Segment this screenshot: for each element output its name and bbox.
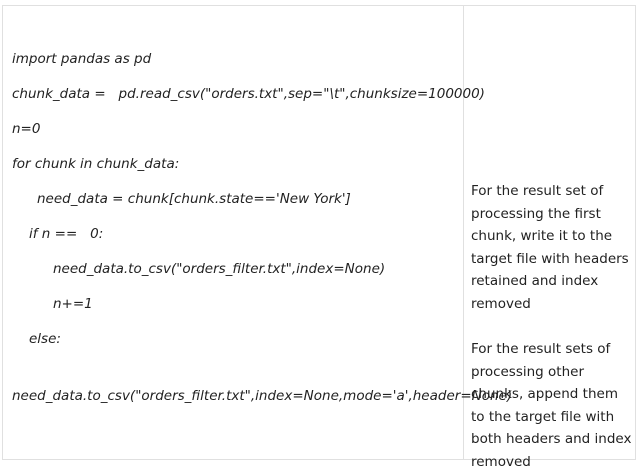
code-line-import: import pandas as pd [12, 51, 152, 67]
note-first-chunk: For the result set of processing the first chunk, write it to the target file with headers retained and index removed [471, 183, 629, 312]
code-line-to-csv-append: need_data.to_csv("orders_filter.txt",index=None,mode='a',header=None) [12, 388, 513, 404]
code-line-for-loop: for chunk in chunk_data: [12, 156, 180, 172]
code-table [2, 5, 636, 470]
code-line-filter: need_data = chunk[chunk.state=='New York'] [37, 191, 351, 207]
code-line-read-csv: chunk_data = pd.read_csv("orders.txt",sep="\t",chunksize=100000) [12, 86, 485, 102]
code-line-to-csv-first: need_data.to_csv("orders_filter.txt",index=None) [53, 261, 386, 277]
code-line-else: else: [29, 331, 61, 347]
code-line-increment: n+=1 [53, 296, 93, 312]
note-other-chunks: For the result sets of processing other chunks, append them to the target file with both headers and index removed [471, 341, 632, 470]
code-line-if: if n == 0: [29, 226, 104, 242]
code-line-n-init: n=0 [12, 121, 41, 137]
